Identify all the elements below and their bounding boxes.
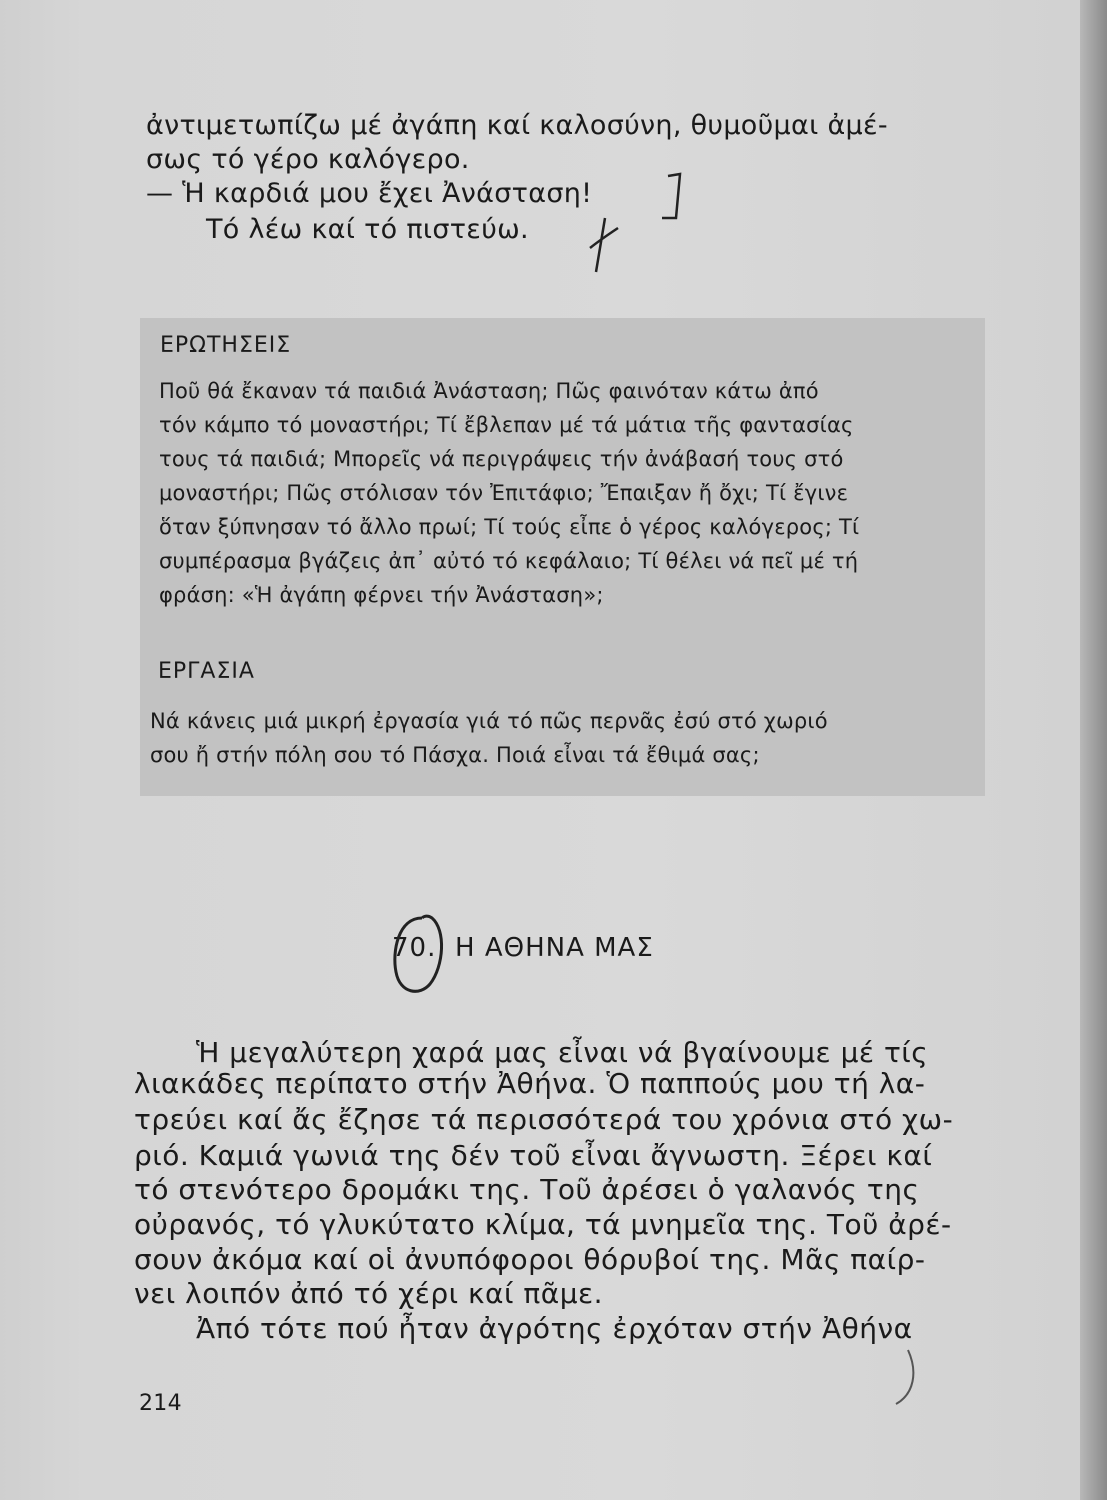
- body-line: Ἡ μεγαλύτερη χαρά μας εἶναι νά βγαίνουμε μέ τίς: [196, 1036, 929, 1069]
- body-line: σουν ἀκόμα καί οἱ ἀνυπόφοροι θόρυβοί της. Μᾶς παίρ-: [134, 1243, 926, 1276]
- question-line: μοναστήρι; Πῶς στόλισαν τόν Ἐπιτάφιο; Ἔπαιξαν ἤ ὄχι; Τί ἔγινε: [159, 481, 849, 505]
- work-line: σου ἤ στήν πόλη σου τό Πάσχα. Ποιά εἶναι τά ἔθιμά σας;: [150, 743, 760, 767]
- body-line: νει λοιπόν ἀπό τό χέρι καί πᾶμε.: [134, 1277, 604, 1310]
- page-number: 214: [139, 1391, 182, 1416]
- question-line: συμπέρασμα βγάζεις ἀπ᾽ αὐτό τό κεφάλαιο; Τί θέλει νά πεῖ μέ τή: [159, 549, 859, 573]
- body-line: τρεύει καί ἄς ἔζησε τά περισσότερά του χρόνια στό χω-: [134, 1103, 954, 1136]
- question-line: τόν κάμπο τό μοναστήρι; Τί ἔβλεπαν μέ τά μάτια τῆς φαντασίας: [159, 413, 854, 437]
- body-line: Ἀπό τότε πού ἦταν ἀγρότης ἐρχόταν στήν Ἀθήνα: [196, 1312, 913, 1345]
- question-line: Ποῦ θά ἔκαναν τά παιδιά Ἀνάσταση; Πῶς φαινόταν κάτω ἀπό: [159, 379, 819, 403]
- circle-mark: [395, 916, 442, 991]
- body-line: οὐρανός, τό γλυκύτατο κλίμα, τά μνημεῖα της. Τοῦ ἀρέ-: [134, 1208, 952, 1241]
- questions-heading: ΕΡΩΤΗΣΕΙΣ: [160, 333, 292, 358]
- star-mark: [590, 218, 618, 272]
- work-line: Νά κάνεις μιά μικρή ἐργασία γιά τό πῶς περνᾶς ἐσύ στό χωριό: [150, 709, 828, 733]
- text-line: σως τό γέρο καλόγερο.: [146, 144, 470, 175]
- text-line: Τό λέω καί τό πιστεύω.: [206, 214, 529, 245]
- question-line: τους τά παιδιά; Μπορεῖς νά περιγράψεις τήν ἀνάβασή τους στό: [159, 447, 844, 471]
- bracket-mark: [662, 174, 680, 218]
- body-line: λιακάδες περίπατο στήν Ἀθήνα. Ὁ παππούς μου τή λα-: [134, 1067, 926, 1100]
- body-line: τό στενότερο δρομάκι της. Τοῦ ἀρέσει ὁ γαλανός της: [134, 1173, 920, 1206]
- question-line: φράση: «Ἡ ἀγάπη φέρνει τήν Ἀνάσταση»;: [159, 583, 604, 607]
- question-line: ὅταν ξύπνησαν τό ἄλλο πρωί; Τί τούς εἶπε ὁ γέρος καλόγερος; Τί: [159, 515, 860, 539]
- text-line: — Ἡ καρδιά μου ἔχει Ἀνάσταση!: [146, 178, 593, 209]
- text-line: ἀντιμετωπίζω μέ ἀγάπη καί καλοσύνη, θυμοῦμαι ἀμέ-: [146, 110, 888, 141]
- margin-stroke: [896, 1350, 913, 1404]
- chapter-title: Η ΑΘΗΝΑ ΜΑΣ: [455, 933, 654, 963]
- chapter-number: 70.: [392, 933, 437, 963]
- work-heading: ΕΡΓΑΣΙΑ: [158, 659, 255, 684]
- body-line: ριό. Καμιά γωνιά της δέν τοῦ εἶναι ἄγνωστη. Ξέρει καί: [134, 1139, 933, 1172]
